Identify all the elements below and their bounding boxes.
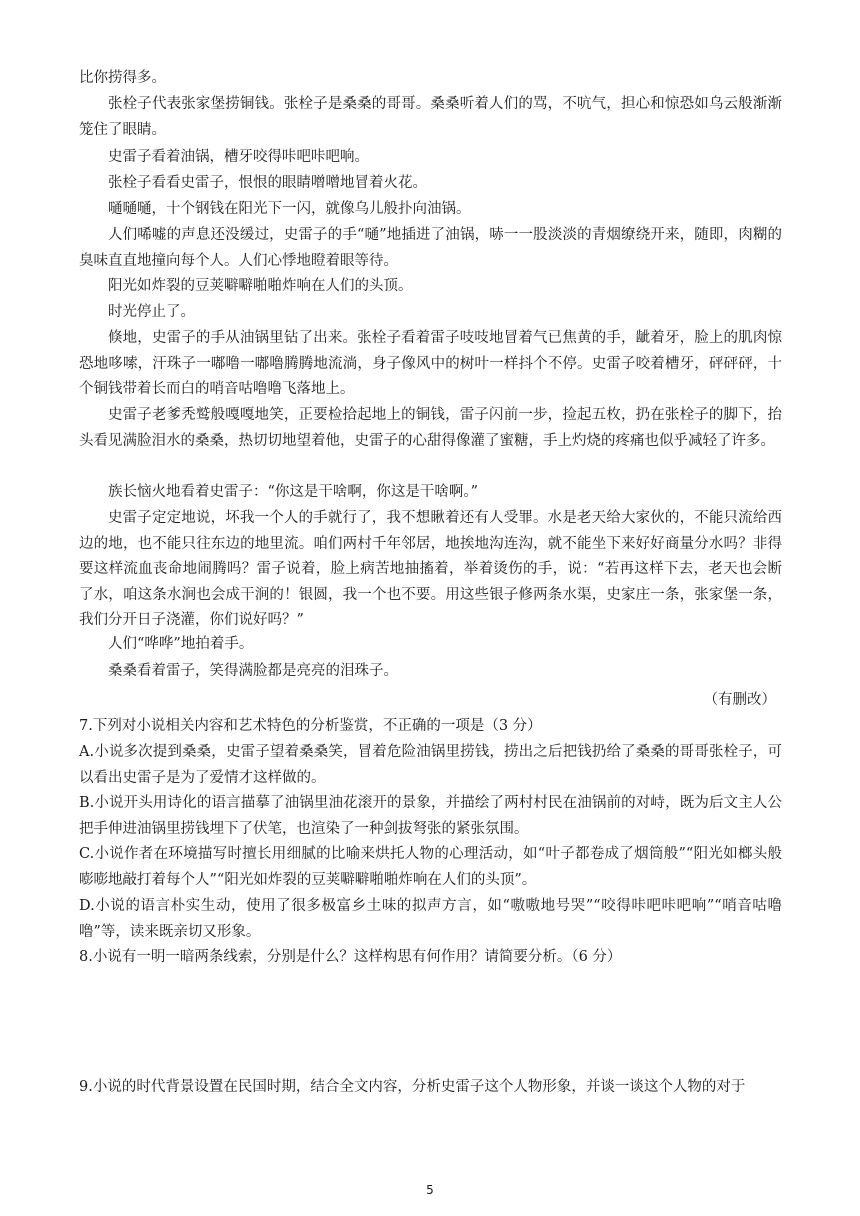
story-paragraph: 史雷子定定地说，坏我一个人的手就行了，我不想瞅着还有人受罪。水是老天给大家伙的，不能只流给西边的地，也不能只往东边的地里流。咱们两村千年邻居，地挨地沟连沟，就不能坐下来好好商量分水吗？非得要这样流血丧命地闹腾吗？雷子说着，脸上病苦地抽搐着，举着烫伤的手，说：“若再这样下去，老天也会断了水，咱这条水涧也会成干涧的！银圆，我一个也不要。用这些银子修两条水渠，史家庄一条，张家堡一条，我们分开日子浇灌，你们说好吗？”	[79, 510, 782, 628]
page-number: 5	[426, 1183, 434, 1197]
question-7-option-b: B.小说开头用诗化的语言描摹了油锅里油花滚开的景象，并描绘了两村村民在油锅前的对峙，既为后文主人公把手伸进油锅里捞钱埋下了伏笔，也渲染了一种剑拔弩张的紧张氛围。	[79, 795, 782, 837]
story-paragraph: 比你捞得多。	[79, 70, 166, 86]
story-paragraph: 人们唏嘘的声息还没缓过，史雷子的手“嗵”地插进了油锅，哧一一股淡淡的青烟缭绕开来，随即，肉糊的臭味直直地撞向每个人。人们心悸地瞪着眼等待。	[79, 227, 782, 269]
question-7-option-a: A.小说多次提到桑桑，史雷子望着桑桑笑，冒着危险油锅里捞钱，捞出之后把钱扔给了桑桑的哥哥张栓子，可以看出史雷子是为了爱情才这样做的。	[79, 744, 782, 786]
story-paragraph: 阳光如炸裂的豆荚噼噼啪啪炸响在人们的头顶。	[108, 278, 413, 294]
source-note: （有删改）	[703, 692, 776, 708]
question-9: 9.小说的时代背景设置在民国时期，结合全文内容，分析史雷子这个人物形象，并谈一谈这个人物的对于	[79, 1079, 746, 1095]
question-7-stem: 7.下列对小说相关内容和艺术特色的分析鉴赏，不正确的一项是（3 分）	[79, 718, 542, 734]
story-paragraph: 人们“哗哗”地拍着手。	[108, 636, 254, 652]
story-paragraph: 时光停止了。	[108, 304, 195, 320]
story-paragraph: 桑桑看着雷子，笑得满脸都是亮亮的泪珠子。	[108, 663, 398, 679]
question-8: 8.小说有一明一暗两条线索，分别是什么？这样构思有何作用？请简要分析。（6 分）	[79, 949, 622, 965]
story-paragraph: 史雷子看着油锅，槽牙咬得咔吧咔吧响。	[108, 149, 369, 165]
question-7-option-c: C.小说作者在环境描写时擅长用细腻的比喻来烘托人物的心理活动，如“叶子都卷成了烟筒般”“阳光如榔头般嘭嘭地敲打着每个人”“阳光如炸裂的豆荚噼噼啪啪炸响在人们的头顶”。	[79, 846, 782, 888]
story-paragraph: 嗵嗵嗵，十个钢钱在阳光下一闪，就像乌儿般扑向油锅。	[108, 201, 471, 217]
story-paragraph: 张栓子看看史雷子，恨恨的眼睛噌噌地冒着火花。	[108, 175, 427, 191]
story-paragraph: 倏地，史雷子的手从油锅里钻了出来。张栓子看着雷子吱吱地冒着气已焦黄的手，龇着牙，脸上的肌肉惊恐地哆嗦，汗珠子一嘟噜一嘟噜腾腾地流淌，身子像风中的树叶一样抖个不停。史雷子咬着槽牙，砰砰砰，十个铜钱带着长而白的哨音咕噜噜飞落地上。	[79, 330, 782, 397]
question-7-option-d: D.小说的语言朴实生动，使用了很多极富乡土味的拟声方言，如“嗷嗷地号哭”“咬得咔吧咔吧响”“哨音咕噜噜”等，读来既亲切又形象。	[79, 898, 782, 940]
story-paragraph: 族长恼火地看着史雷子：“你这是干啥啊，你这是干啥啊。”	[108, 484, 479, 500]
story-paragraph: 张栓子代表张家堡捞铜钱。张栓子是桑桑的哥哥。桑桑听着人们的骂，不吭气，担心和惊恐如乌云般渐渐笼住了眼睛。	[79, 96, 782, 138]
story-paragraph: 史雷子老爹秃鹫般嘎嘎地笑，正要检拾起地上的铜钱，雷子闪前一步，捡起五枚，扔在张栓子的脚下，抬头看见满脸泪水的桑桑，热切切地望着他，史雷子的心甜得像灌了蜜糖，手上灼烧的疼痛也似乎减轻了许多。	[79, 407, 782, 449]
